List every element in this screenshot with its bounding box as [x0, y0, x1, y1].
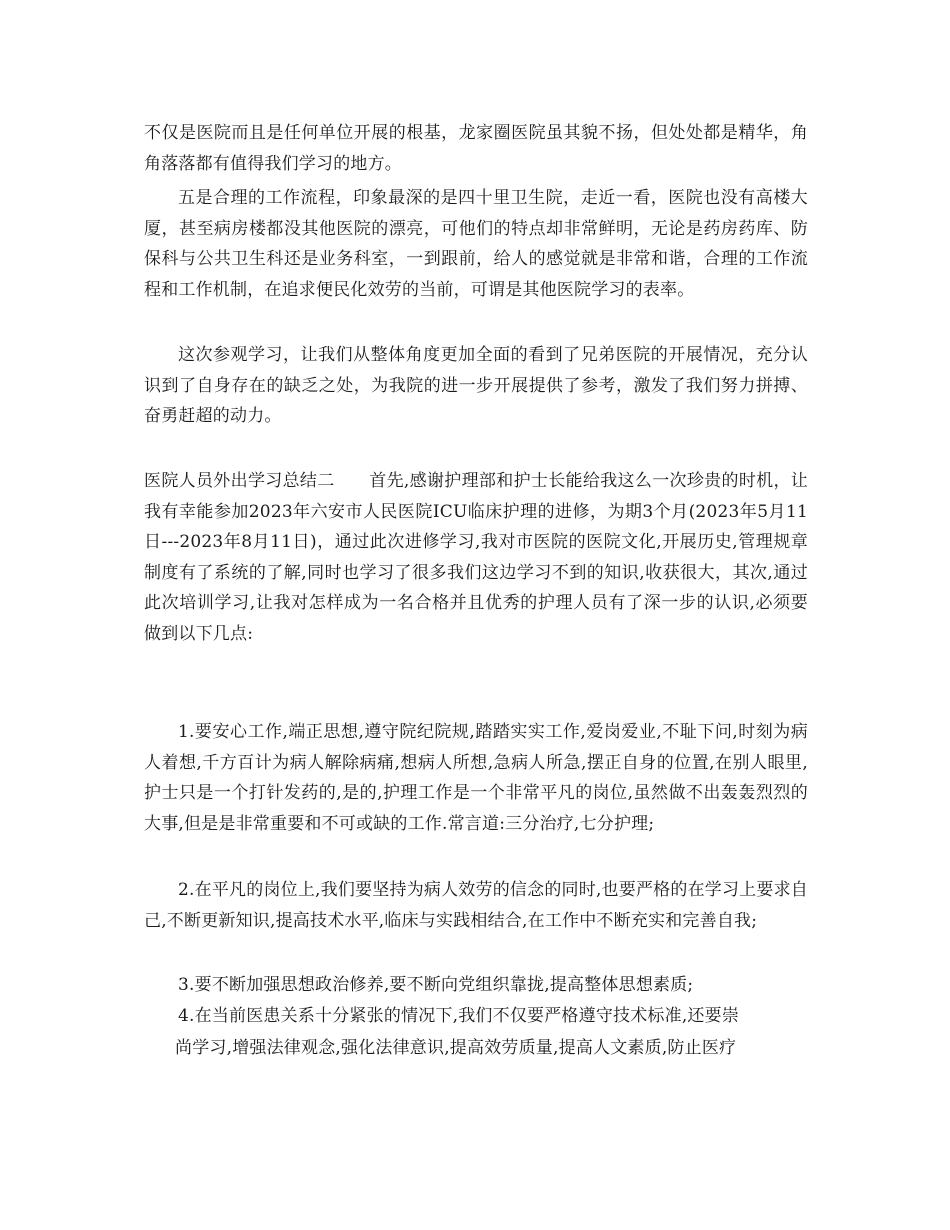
list-item-4: 4.在当前医患关系十分紧张的情况下,我们不仅要严格遵守技术标准,还要崇	[178, 1006, 740, 1026]
paragraph-continuation: 不仅是医院而且是任何单位开展的根基，龙家圈医院虽其貌不扬，但处处都是精华，角角落落都有值得我们学习的地方。	[144, 123, 808, 174]
paragraph-section-two: 医院人员外出学习总结二 首先,感谢护理部和护士长能给我这么一次珍贵的时机，让我有幸能参加2023年六安市人民医院ICU临床护理的进修，为期3个月(2023年5月11日---2023年8月11日)，通过此次进修学习,我对市医院的医院文化,开展历史,管理规章制度有了系统的了解,同时也学习了很多我们这边学习不到的知识,收获很大，其次,通过此次培训学习,让我对怎样成为一名合格并且优秀的护理人员有了深一步的认识,必须要做到以下几点:	[144, 471, 808, 644]
list-item-2: 2.在平凡的岗位上,我们要坚持为病人效劳的信念的同时,也要严格的在学习上要求自己,不断更新知识,提高技术水平,临床与实践相结合,在工作中不断充实和完善自我;	[144, 880, 808, 931]
paragraph-summary: 这次参观学习，让我们从整体角度更加全面的看到了兄弟医院的开展情况，充分认识到了自身存在的缺乏之处，为我院的进一步开展提供了参考，激发了我们努力拼搏、奋勇赶超的动力。	[144, 345, 808, 426]
list-item-4-continuation: 尚学习,增强法律观念,强化法律意识,提高效劳质量,提高人文素质,防止医疗	[175, 1038, 737, 1058]
list-item-3: 3.要不断加强思想政治修养,要不断向党组织靠拢,提高整体思想素质;	[178, 975, 694, 995]
paragraph-workflow: 五是合理的工作流程，印象最深的是四十里卫生院，走近一看，医院也没有高楼大厦，甚至病房楼都没其他医院的漂亮，可他们的特点却非常鲜明，无论是药房药库、防保科与公共卫生科还是业务科室，一到跟前，给人的感觉就是非常和谐，合理的工作流程和工作机制，在追求便民化效劳的当前，可谓是其他医院学习的表率。	[144, 188, 808, 300]
list-item-1: 1.要安心工作,端正思想,遵守院纪院规,踏踏实实工作,爱岗爱业,不耻下问,时刻为病人着想,千方百计为病人解除病痛,想病人所想,急病人所急,摆正自身的位置,在别人眼里,护士只是一个打针发药的,是的,护理工作是一个非常平凡的岗位,虽然做不出轰轰烈烈的大事,但是是非常重要和不可或缺的工作.常言道:三分治疗,七分护理;	[144, 722, 808, 834]
